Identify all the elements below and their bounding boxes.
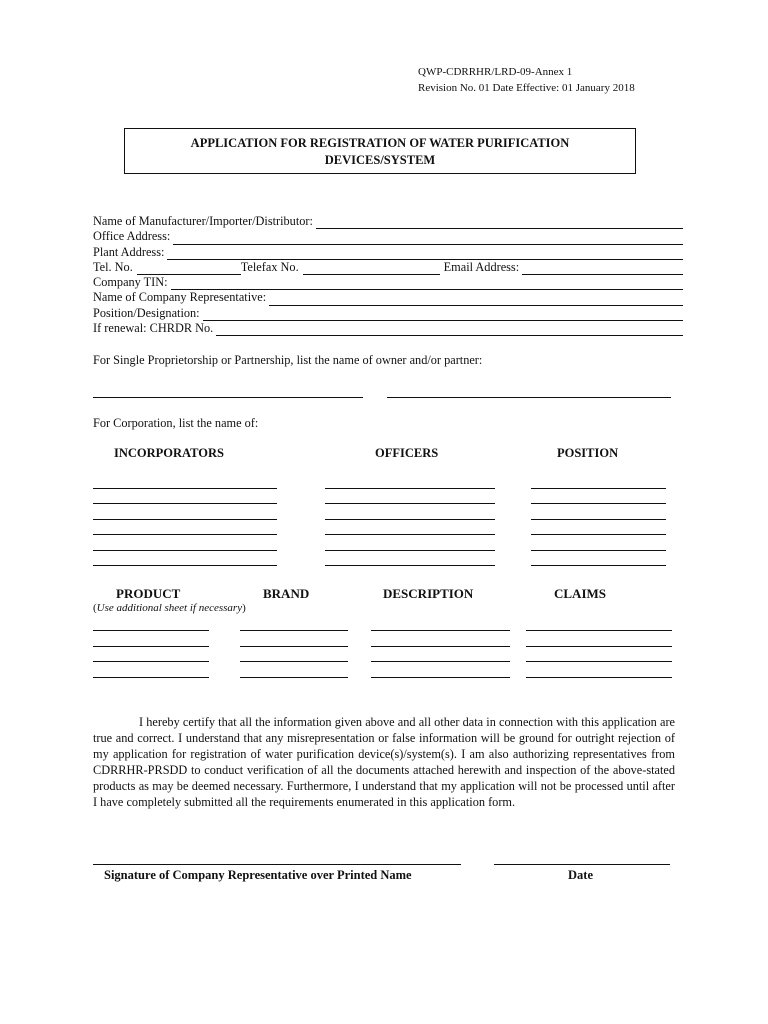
- corporation-entry-field[interactable]: [325, 503, 495, 504]
- signature-field[interactable]: [93, 864, 461, 865]
- corporation-entry-field[interactable]: [325, 565, 495, 566]
- product-entry-field[interactable]: [526, 646, 672, 647]
- corporation-label: For Corporation, list the name of:: [93, 416, 259, 430]
- representative-field[interactable]: [269, 294, 683, 306]
- product-entry-field[interactable]: [526, 630, 672, 631]
- date-field[interactable]: [494, 864, 670, 865]
- email-label: Email Address:: [443, 259, 520, 274]
- corporation-entry-field[interactable]: [93, 565, 277, 566]
- product-entry-field[interactable]: [371, 677, 510, 678]
- brand-header: BRAND: [263, 586, 310, 601]
- corporation-entry-field[interactable]: [93, 488, 277, 489]
- corporation-entry-field[interactable]: [325, 519, 495, 520]
- claims-header: CLAIMS: [554, 586, 607, 601]
- product-entry-field[interactable]: [371, 630, 510, 631]
- office-address-label: Office Address:: [93, 229, 171, 244]
- tin-field[interactable]: [171, 278, 683, 290]
- plant-address-field[interactable]: [167, 248, 683, 260]
- signature-label: Signature of Company Representative over Printed Name: [104, 868, 412, 882]
- corporation-entry-field[interactable]: [325, 488, 495, 489]
- product-entry-field[interactable]: [526, 661, 672, 662]
- document-header: [418, 64, 635, 96]
- product-entry-field[interactable]: [371, 661, 510, 662]
- product-entry-field[interactable]: [526, 677, 672, 678]
- partner-field[interactable]: [387, 397, 671, 398]
- product-entry-field[interactable]: [93, 646, 209, 647]
- corporation-entry-field[interactable]: [93, 503, 277, 504]
- tel-label: Tel. No.: [93, 259, 133, 274]
- revision-info: Revision No. 01 Date Effective: 01 January 2018: [418, 82, 635, 94]
- product-entry-field[interactable]: [240, 646, 348, 647]
- product-entry-field[interactable]: [240, 677, 348, 678]
- position-header: POSITION: [557, 446, 619, 460]
- corporation-entry-field[interactable]: [325, 534, 495, 535]
- product-entry-field[interactable]: [240, 630, 348, 631]
- tin-label: Company TIN:: [93, 275, 168, 290]
- company-fields: [93, 214, 683, 336]
- manufacturer-label: Name of Manufacturer/Importer/Distributor:: [93, 214, 313, 228]
- plant-address-label: Plant Address:: [93, 244, 165, 259]
- position-field[interactable]: [203, 309, 683, 321]
- corporation-entry-field[interactable]: [325, 550, 495, 551]
- product-entry-field[interactable]: [93, 630, 209, 631]
- corporation-entry-field[interactable]: [531, 550, 666, 551]
- owner-field[interactable]: [93, 397, 363, 398]
- manufacturer-field[interactable]: [316, 217, 683, 229]
- form-title: [124, 128, 636, 174]
- representative-label: Name of Company Representative:: [93, 290, 267, 305]
- additional-sheet-note: (Use additional sheet if necessary): [93, 602, 246, 614]
- corporation-entry-field[interactable]: [531, 503, 666, 504]
- corporation-entry-field[interactable]: [531, 565, 666, 566]
- corporation-entry-field[interactable]: [93, 534, 277, 535]
- renewal-label: If renewal: CHRDR No.: [93, 321, 214, 336]
- product-entry-field[interactable]: [93, 661, 209, 662]
- tel-field[interactable]: [137, 263, 241, 275]
- position-label: Position/Designation:: [93, 305, 200, 320]
- incorporators-header: INCORPORATORS: [114, 446, 224, 460]
- telefax-field[interactable]: [303, 263, 440, 275]
- product-entry-field[interactable]: [240, 661, 348, 662]
- email-field[interactable]: [522, 263, 683, 275]
- note-text: Use additional sheet if necessary: [96, 602, 243, 614]
- product-entry-field[interactable]: [371, 646, 510, 647]
- corporation-entry-field[interactable]: [93, 550, 277, 551]
- date-label: Date: [568, 868, 593, 882]
- form-title-line2: DEVICES/SYSTEM: [324, 153, 436, 167]
- proprietorship-label: For Single Proprietorship or Partnership, list the name of owner and/or partner:: [93, 353, 483, 367]
- document-code: QWP-CDRRHR/LRD-09-Annex 1: [418, 66, 573, 78]
- form-title-line1: APPLICATION FOR REGISTRATION OF WATER PURIFICATION: [190, 136, 570, 150]
- officers-header: OFFICERS: [375, 446, 439, 460]
- corporation-entry-field[interactable]: [531, 488, 666, 489]
- telefax-label: Telefax No.: [240, 259, 299, 274]
- corporation-entry-field[interactable]: [531, 519, 666, 520]
- corporation-entry-field[interactable]: [531, 534, 666, 535]
- product-header: PRODUCT: [116, 586, 181, 601]
- renewal-field[interactable]: [216, 324, 683, 336]
- corporation-entry-field[interactable]: [93, 519, 277, 520]
- description-header: DESCRIPTION: [383, 586, 474, 601]
- product-entry-field[interactable]: [93, 677, 209, 678]
- office-address-field[interactable]: [173, 233, 683, 245]
- certification-paragraph: I hereby certify that all the information given above and all other data in connection with this application are true and correct. I understand that any misrepresentation or false information will be ground for outright rejection of my application for registration of water purification device(s)/system(s). I am also authorizing representatives from CDRRHR-PRSDD to conduct verification of all the documents attached herewith and inspection of the above-stated products as may be deemed necessary. Furthermore, I understand that my application will not be processed until after I have completely submitted all the requirements enumerated in this application form.: [93, 715, 675, 809]
